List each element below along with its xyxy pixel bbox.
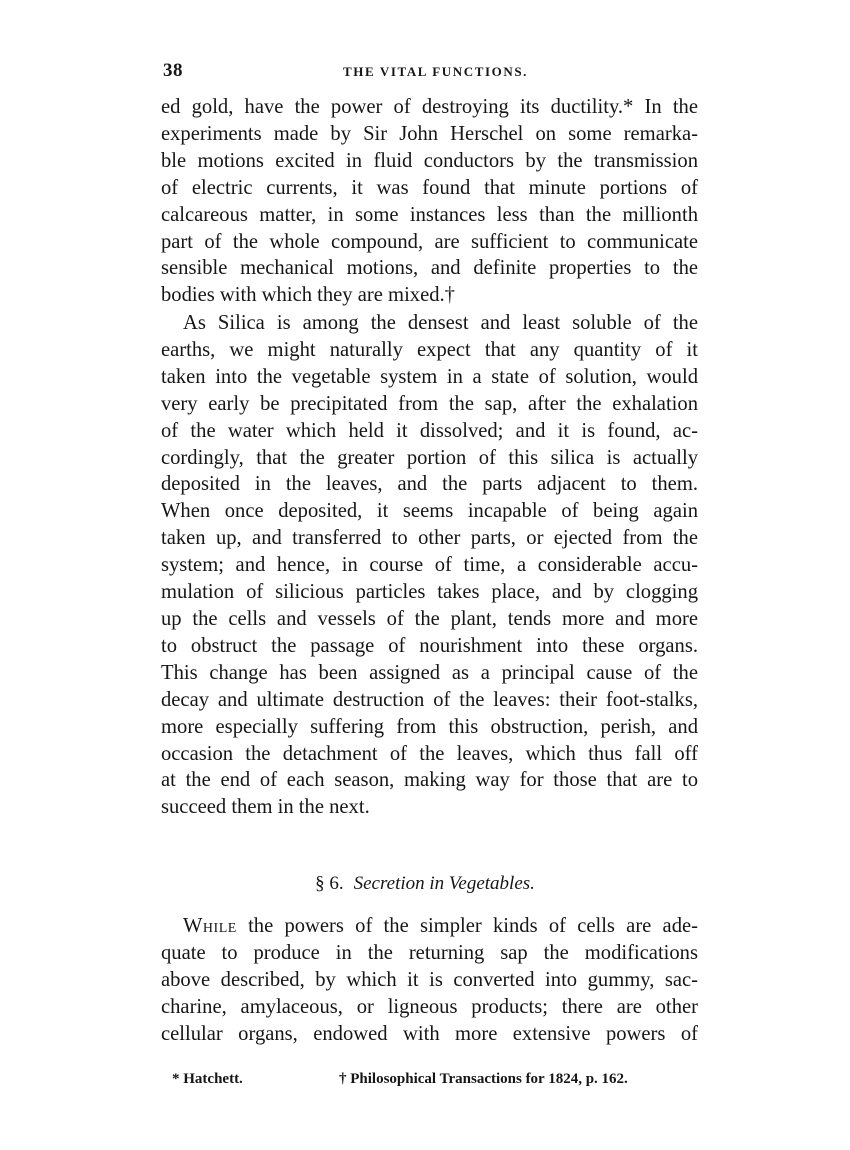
- text-line: As Silica is among the densest and least soluble of the: [183, 312, 698, 334]
- text-line: charine, amylaceous, or ligneous products; there are other: [161, 995, 698, 1018]
- text-line: sensible mechanical motions, and definite properties to the: [161, 257, 698, 280]
- section-title: Secretion in Vegetables.: [353, 873, 535, 894]
- footnote-1: * Hatchett.: [172, 1071, 243, 1087]
- text-line: to obstruct the passage of nourishment into these organs.: [161, 634, 698, 657]
- text-line: part of the whole compound, are sufficient to communicate: [161, 230, 698, 253]
- text-line: up the cells and vessels of the plant, tends more and more: [161, 607, 698, 630]
- page-header: [163, 60, 698, 86]
- text-line: experiments made by Sir John Herschel on some remarka-: [161, 122, 698, 145]
- text-line: succeed them in the next.: [161, 796, 370, 819]
- text-line: taken into the vegetable system in a state of solution, would: [161, 365, 698, 388]
- text-line: [161, 913, 698, 940]
- paragraph-1: [161, 94, 698, 309]
- text-line: bodies with which they are mixed.†: [161, 284, 455, 307]
- text-line: at the end of each season, making way for those that are to: [161, 769, 698, 792]
- text-line: This change has been assigned as a principal cause of the: [161, 661, 698, 684]
- section-number: § 6.: [315, 873, 344, 894]
- text-line: of the water which held it dissolved; and it is found, ac-: [161, 419, 698, 442]
- text-line: above described, by which it is converted into gummy, sac-: [161, 968, 698, 991]
- lead-word: While: [183, 915, 237, 937]
- text-line: occasion the detachment of the leaves, which thus fall off: [161, 742, 698, 765]
- text-line: earths, we might naturally expect that any quantity of it: [161, 338, 698, 361]
- text-line: decay and ultimate destruction of the leaves: their foot-stalks,: [161, 688, 698, 711]
- text-line: quate to produce in the returning sap the modifications: [161, 941, 698, 964]
- text-line: of electric currents, it was found that minute portions of: [161, 176, 698, 199]
- text-line: mulation of silicious particles takes place, and by clogging: [161, 581, 698, 604]
- paragraph-2: [161, 310, 698, 821]
- text-line: deposited in the leaves, and the parts adjacent to them.: [161, 473, 698, 496]
- text-line: very early be precipitated from the sap, after the exhalation: [161, 392, 698, 415]
- text-line: taken up, and transferred to other parts, or ejected from the: [161, 527, 698, 550]
- text-line: system; and hence, in course of time, a considerable accu-: [161, 554, 698, 577]
- text-line: ble motions excited in fluid conductors by the transmission: [161, 149, 698, 172]
- running-head: THE VITAL FUNCTIONS.: [343, 64, 529, 79]
- text-line: When once deposited, it seems incapable of being again: [161, 500, 698, 523]
- text-line: more especially suffering from this obstruction, perish, and: [161, 715, 698, 738]
- footnote-2: † Philosophical Transactions for 1824, p. 162.: [339, 1071, 628, 1087]
- paragraph-3: [161, 913, 698, 1048]
- text-line: cellular organs, endowed with more extensive powers of: [161, 1022, 698, 1045]
- text-line: calcareous matter, in some instances less than the millionth: [161, 203, 698, 226]
- section-heading: [0, 873, 850, 895]
- text-line: cordingly, that the greater portion of this silica is actually: [161, 446, 698, 469]
- text-line: ed gold, have the power of destroying its ductility.* In the: [161, 96, 698, 118]
- text-fragment: the powers of the simpler kinds of cells are ade-: [236, 915, 698, 937]
- page-number: 38: [163, 60, 183, 81]
